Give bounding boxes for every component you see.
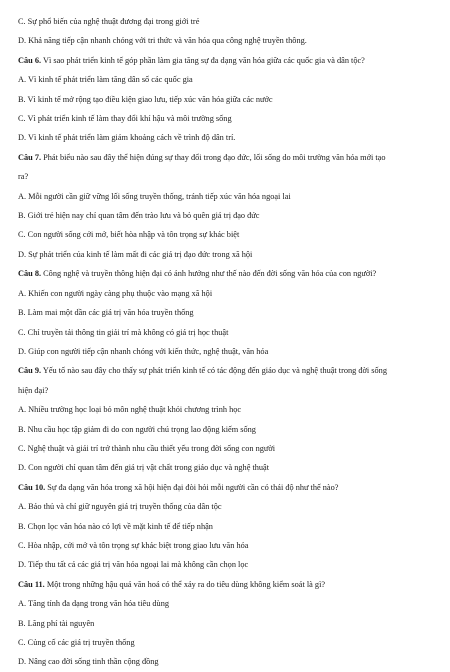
option-line: C. Con người sống cởi mở, biết hòa nhập và tôn trọng sự khác biệt	[18, 230, 240, 240]
question-6	[18, 51, 432, 70]
option-line: D. Sự phát triển của kinh tế làm mất đi các giá trị đạo đức trong xã hội	[18, 249, 253, 259]
option-line: A. Vì kinh tế phát triển làm tăng dân số các quốc gia	[18, 75, 193, 85]
option-line: C. Vì phát triển kinh tế làm thay đổi khí hậu và môi trường sống	[18, 114, 232, 124]
question-text-continued: ra?	[18, 172, 29, 182]
option-line: C. Củng cố các giá trị truyền thống	[18, 638, 135, 647]
option-line: B. Vì kinh tế mở rộng tạo điều kiện giao lưu, tiếp xúc văn hóa giữa các nước	[18, 94, 273, 104]
option-line: D. Con người chỉ quan tâm đến giá trị vật chất trong giáo dục và nghệ thuật	[18, 463, 270, 473]
question-text: Phát biểu nào sau đây thể hiện đúng sự thay đổi trong đạo đức, lối sống do môi trường văn hóa mới tạo	[43, 152, 386, 162]
question-text: Vì sao phát triển kinh tế góp phần làm gia tăng sự đa dạng văn hóa giữa các quốc gia và dân tộc?	[43, 55, 365, 65]
option-line: D. Nâng cao đời sống tinh thần cộng đồng	[18, 657, 159, 667]
option-line: C. Chỉ truyền tải thông tin giải trí mà không có giá trị học thuật	[18, 327, 229, 337]
option-line: C. Nghệ thuật và giải trí trở thành nhu cầu thiết yếu trong đời sống con người	[18, 443, 276, 453]
question-8	[18, 264, 432, 283]
question-11	[18, 575, 432, 594]
option-line: B. Chọn lọc văn hóa nào có lợi về mặt kinh tế để tiếp nhận	[18, 521, 213, 531]
option-line: A. Nhiều trường học loại bỏ môn nghệ thuật khỏi chương trình học	[18, 405, 242, 415]
option-line: D. Giúp con người tiếp cận nhanh chóng với kiến thức, nghệ thuật, văn hóa	[18, 346, 269, 356]
option-line: C. Sự phổ biến của nghệ thuật đương đại trong giới trẻ	[18, 17, 200, 26]
question-text: Sự đa dạng văn hóa trong xã hội hiện đại đòi hỏi mỗi người cần có thái độ như thế nào?	[47, 482, 339, 492]
option-line: D. Vì kinh tế phát triển làm giảm khoảng cách về trình độ dân trí.	[18, 133, 236, 143]
option-line: B. Giới trẻ hiện nay chỉ quan tâm đến trào lưu và bỏ quên giá trị đạo đức	[18, 211, 260, 221]
question-label: Câu 11.	[18, 579, 45, 589]
question-text-continued: hiện đại?	[18, 385, 49, 395]
option-line: C. Hòa nhập, cởi mở và tôn trọng sự khác biệt trong giao lưu văn hóa	[18, 540, 249, 550]
option-line: A. Bảo thủ và chỉ giữ nguyên giá trị truyền thống của dân tộc	[18, 502, 222, 512]
question-label: Câu 8.	[18, 269, 42, 279]
question-label: Câu 9.	[18, 366, 42, 376]
option-line: A. Khiến con người ngày càng phụ thuộc vào mạng xã hội	[18, 288, 213, 298]
option-line: B. Nhu cầu học tập giảm đi do con người chú trọng lao động kiếm sống	[18, 424, 256, 434]
question-text: Công nghệ và truyền thông hiện đại có ảnh hưởng như thế nào đến đời sống văn hóa của con người?	[43, 269, 377, 279]
question-label: Câu 6.	[18, 55, 42, 65]
option-line: A. Tăng tính đa dạng trong văn hóa tiêu dùng	[18, 599, 170, 609]
option-line: A. Mỗi người cần giữ vững lối sống truyền thống, tránh tiếp xúc văn hóa ngoại lai	[18, 191, 291, 201]
option-line: B. Làm mai một dần các giá trị văn hóa truyền thống	[18, 308, 194, 318]
question-label: Câu 10.	[18, 482, 46, 492]
option-line: D. Tiếp thu tất cả các giá trị văn hóa ngoại lai mà không cần chọn lọc	[18, 560, 249, 570]
question-9	[18, 361, 432, 380]
option-line: D. Khả năng tiếp cận nhanh chóng với tri thức và văn hóa qua công nghệ truyền thông.	[18, 36, 307, 46]
question-text: Một trong những hậu quả văn hoá có thể xảy ra do tiêu dùng không kiểm soát là gì?	[46, 579, 326, 589]
question-text: Yếu tố nào sau đây cho thấy sự phát triển kinh tế có tác động đến giáo dục và nghệ thuật trong đời sống	[42, 366, 387, 376]
question-label: Câu 7.	[18, 152, 42, 162]
option-line: B. Lãng phí tài nguyên	[18, 618, 95, 628]
question-10	[18, 478, 432, 497]
question-7	[18, 148, 432, 167]
